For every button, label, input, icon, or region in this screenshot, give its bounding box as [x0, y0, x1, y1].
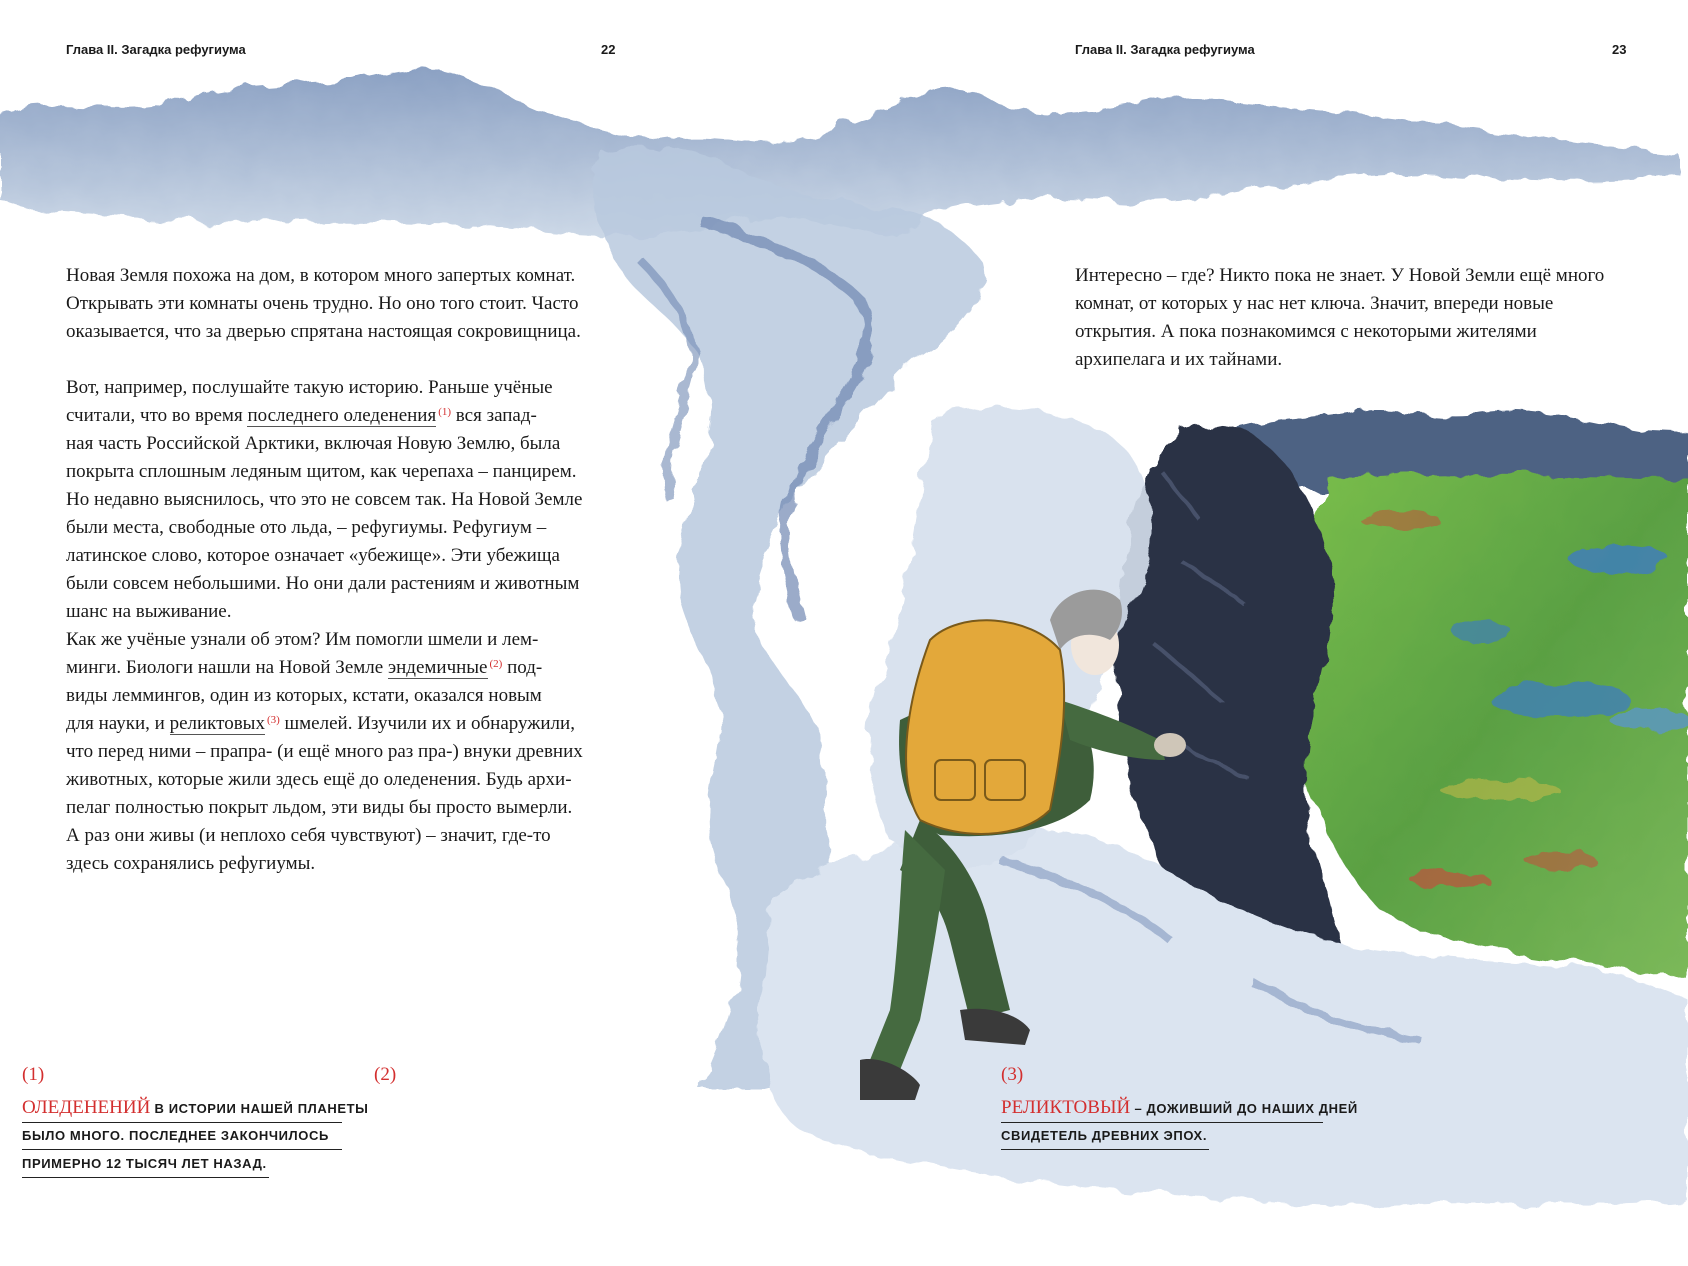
text-line: Но недавно выяснилось, что это не совсем так. На Новой Земле — [66, 489, 583, 510]
page-number-right: 23 — [1612, 42, 1627, 57]
term-link-3[interactable]: реликтовых — [169, 713, 265, 734]
text-line: шанс на выживание. — [66, 601, 232, 622]
footnote-3-text: – ДОЖИВШИЙ ДО НАШИХ ДНЕЙ — [1130, 1101, 1358, 1116]
text-line: вся запад- — [451, 405, 537, 426]
chapter-header-right: Глава II. Загадка рефугиума — [1075, 42, 1255, 57]
footnote-3-term: РЕЛИКТОВЫЙ — [1001, 1097, 1131, 1118]
left-text-block — [66, 262, 626, 878]
text-line: Как же учёные узнали об этом? Им помогли шмели и лем- — [66, 629, 539, 650]
text-line: были места, свободные ото льда, – рефугиумы. Рефугиум – — [66, 517, 547, 538]
footnote-number-3: (3) — [1001, 1064, 1024, 1085]
footnote-1 — [22, 1094, 369, 1178]
page-number-left: 22 — [601, 42, 616, 57]
text-line: считали, что во время — [66, 405, 248, 426]
footnote-3-line-2: СВИДЕТЕЛЬ ДРЕВНИХ ЭПОХ. — [1001, 1122, 1209, 1150]
term-link-2[interactable]: эндемичные — [387, 657, 488, 678]
text-line: животных, которые жили здесь ещё до оледенения. Будь архи- — [66, 769, 572, 790]
footnote-number-1: (1) — [22, 1064, 45, 1085]
text-line: что перед ними – прапра- (и ещё много раз пра-) внуки древних — [66, 741, 583, 762]
text-line: пелаг полностью покрыт льдом, эти виды бы просто вымерли. — [66, 797, 573, 818]
paragraph-1: Новая Земля похожа на дом, в котором много запертых комнат. Открывать эти комнаты очень трудно. Но оно того стоит. Часто оказывается, что за дверью спрятана настоящая сокровищница. — [66, 265, 581, 342]
paragraph-2 — [66, 374, 626, 878]
footnote-1-line-3: ПРИМЕРНО 12 ТЫСЯЧ ЛЕТ НАЗАД. — [22, 1150, 269, 1178]
text-line: А раз они живы (и неплохо себя чувствуют) – значит, где-то — [66, 825, 551, 846]
text-line: под- — [502, 657, 543, 678]
footnote-number-2: (2) — [374, 1064, 397, 1085]
term-link-1[interactable]: последнего оледенения — [247, 405, 437, 426]
footnote-1-line-1 — [22, 1094, 369, 1123]
text-line: покрыта сплошным ледяным щитом, как черепаха – панцирем. — [66, 461, 577, 482]
text-line: латинское слово, которое означает «убежище». Эти убежища — [66, 545, 560, 566]
footnote-3 — [1001, 1094, 1358, 1150]
text-line: Вот, например, послушайте такую историю. Раньше учёные — [66, 377, 553, 398]
footnote-ref-2[interactable]: (2) — [489, 658, 503, 670]
footnote-ref-3[interactable]: (3) — [266, 714, 280, 726]
footnote-1-text: В ИСТОРИИ НАШЕЙ ПЛАНЕТЫ — [150, 1101, 369, 1116]
right-text-block — [1075, 262, 1615, 374]
text-line: ная часть Российской Арктики, включая Новую Землю, была — [66, 433, 561, 454]
footnote-1-term: ОЛЕДЕНЕНИЙ — [22, 1097, 151, 1118]
footnote-ref-1[interactable]: (1) — [438, 406, 452, 418]
footnote-3-line-1 — [1001, 1094, 1358, 1123]
paragraph-right: Интересно – где? Никто пока не знает. У Новой Земли ещё много комнат, от которых у нас нет ключа. Значит, впереди новые открытия. А пока познакомимся с некоторыми жителями архипелага и их тайнами. — [1075, 265, 1605, 370]
chapter-header-left: Глава II. Загадка рефугиума — [66, 42, 246, 57]
footnote-1-line-2: БЫЛО МНОГО. ПОСЛЕДНЕЕ ЗАКОНЧИЛОСЬ — [22, 1122, 342, 1150]
text-line: минги. Биологи нашли на Новой Земле — [66, 657, 388, 678]
text-line: для науки, и — [66, 713, 170, 734]
text-line: были совсем небольшими. Но они дали растениям и животным — [66, 573, 580, 594]
tundra-plain — [1279, 474, 1688, 980]
text-line: виды леммингов, один из которых, кстати, оказался новым — [66, 685, 542, 706]
text-line: шмелей. Изучили их и обнаружили, — [279, 713, 575, 734]
text-line: здесь сохранялись рефугиумы. — [66, 853, 316, 874]
